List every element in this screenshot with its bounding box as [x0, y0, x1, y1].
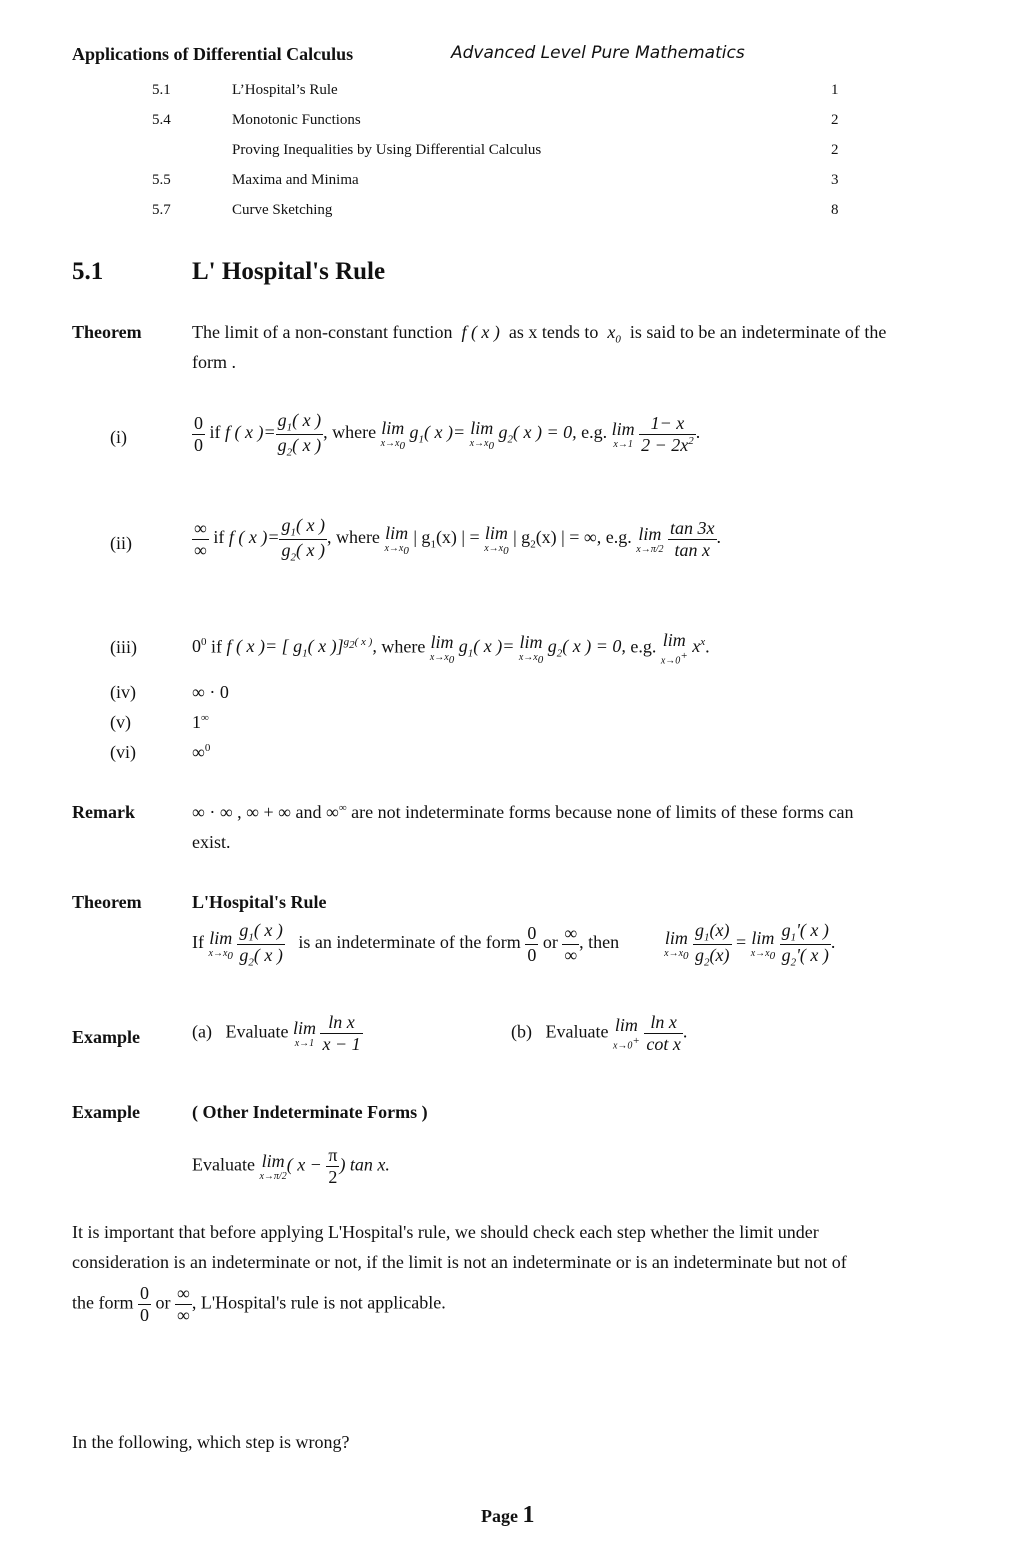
form-i-expression: $\frac{0}{0}$ if f ( x )= $\frac{g_1( x )}{g_2( x )}$ , where lim $x\to x_0$ $g_1$( x )= lim $x\to x_0$ $g_2$( x ) = 0, e.g. lim x→1 $\frac{1- x}{2 - 2x^2}$ . — [194, 410, 701, 459]
lhospital-statement: If lim $x\to x_0$ $\frac{g_1( x )}{g_2( x )}$ is an indeterminate of the form $\frac{0}{0}$ or $\frac{\infty}{\infty}$ , then lim $x\to x_0$ $\frac{g_1(x)}{g_2(x)}$ = lim $x\to x_0$ $\frac{g_1'( x )}{g_2'( x )}$ . — [192, 920, 836, 969]
fraction-zero-over-zero: $\frac{0}{0}$ — [139, 1283, 149, 1325]
toc-title[interactable]: Monotonic Functions — [232, 112, 361, 128]
toc-page: 3 — [831, 172, 839, 188]
limit-x0: lim $x\to x_0$ — [484, 522, 509, 557]
section-title: L' Hospital's Rule — [192, 258, 386, 285]
example-part-a — [192, 1012, 363, 1055]
toc-title[interactable]: Curve Sketching — [232, 202, 333, 218]
toc-num: 5.7 — [152, 202, 171, 218]
limit-x-to-1: lim x→1 — [611, 418, 635, 450]
theorem-text-a: The limit of a non-constant function — [192, 322, 453, 342]
word-where: where — [332, 422, 377, 443]
fraction-zero-over-zero: $\frac{0}{0}$ — [194, 412, 203, 455]
limit-x-to-1: lim x→1 — [292, 1018, 316, 1049]
remark-label: Remark — [72, 802, 135, 822]
theorem-label: Theorem — [72, 892, 142, 912]
evaluate-word: Evaluate — [545, 1021, 609, 1042]
math-inf-inf: ∞∞ — [325, 802, 347, 822]
evaluate-word: Evaluate — [225, 1021, 289, 1042]
fraction-example-i: $\frac{1- x}{2 - 2x^2}$ — [641, 412, 694, 455]
fraction-lnx-over-x-minus-1: $\frac{\text{ln x}}{x - 1}$ — [322, 1012, 361, 1054]
form-v-expression: 1∞ — [192, 712, 209, 732]
word-or: or — [542, 932, 558, 953]
toc-page: 8 — [831, 202, 839, 218]
math-forms: ∞ · ∞ , ∞ + ∞ — [192, 802, 291, 822]
question-text: In the following, which step is wrong? — [72, 1432, 350, 1452]
form-label-vi: (vi) — [110, 742, 136, 762]
fraction-inf-over-inf: $\frac{\infty}{\infty}$ — [176, 1283, 190, 1325]
word-if: if — [209, 422, 221, 443]
toc-title[interactable]: L’Hospital’s Rule — [232, 82, 338, 98]
form-label-i: (i) — [110, 427, 127, 447]
theorem-text-d: form . — [192, 352, 236, 372]
toc-num: 5.1 — [152, 82, 171, 98]
part-b-label: (b) — [511, 1021, 532, 1042]
toc-page: 1 — [831, 82, 839, 98]
remark-text-b: exist. — [192, 832, 231, 852]
toc-page: 2 — [831, 112, 839, 128]
example-title: ( Other Indeterminate Forms ) — [192, 1102, 428, 1122]
fraction-inf-over-inf: $\frac{\infty}{\infty}$ — [564, 922, 578, 965]
fraction-g1-over-g2: $\frac{g_1(x)}{g_2(x)}$ — [695, 920, 730, 969]
theorem-text-c: is said to be an indeterminate of the — [629, 322, 887, 342]
theorem-label: Theorem — [72, 322, 142, 342]
paragraph-line-1: It is important that before applying L'Hospital's rule, we should check each step whether the limit under — [72, 1222, 819, 1242]
fraction-g1-over-g2: $\frac{g_1( x )}{g_2( x )}$ — [239, 920, 283, 969]
fraction-g1-over-g2: $\frac{g_1( x )}{g_2( x )}$ — [281, 515, 325, 564]
page-word: Page — [481, 1506, 518, 1526]
form-label-ii: (ii) — [110, 533, 132, 553]
fraction-zero-over-zero: $\frac{0}{0}$ — [527, 922, 537, 965]
fraction-derivatives: $\frac{g_1'( x )}{g_2'( x )}$ — [781, 920, 829, 969]
remark-text — [192, 802, 854, 823]
word-eg: e.g. — [630, 636, 657, 657]
word-or: or — [155, 1292, 171, 1313]
paragraph-line-3b: , L'Hospital's rule is not applicable. — [191, 1292, 446, 1313]
fraction-pi-over-2: $\frac{\pi}{2}$ — [328, 1145, 338, 1187]
evaluate-word: Evaluate — [192, 1154, 255, 1175]
form-iii-expression: $0^0$ if f ( x )= [ $g_1$( x )]$^{g_2( x )}$, where lim $x\to x_0$ $g_1$( x )= lim $x\to x_0$ $g_2$( x ) = 0, e.g. lim x→0+ $x^x$. — [192, 630, 710, 667]
header-book-title: Advanced Level Pure Mathematics — [451, 43, 745, 63]
word-eg: e.g. — [605, 527, 632, 548]
example-label: Example — [72, 1027, 141, 1047]
example-2-expression: Evaluate lim x→π/2 ( x − $\frac{\pi}{2}$ ) tan x. — [192, 1145, 390, 1187]
part-a-label: (a) — [192, 1021, 212, 1042]
limit-x0: lim $x\to x_0$ — [429, 631, 455, 666]
form-label-iii: (iii) — [110, 637, 137, 657]
indeterminate-phrase: is an indeterminate of the form — [298, 932, 521, 953]
limit-x-to-0-plus: lim x→0+ — [612, 1015, 640, 1052]
limit-x-to-pi-over-2: lim x→π/2 — [636, 523, 664, 555]
form-ii-expression: $\frac{\infty}{\infty}$ if f ( x )= $\frac{g_1( x )}{g_2( x )}$ , where lim $x\to x_0$ | $g_1(x)$ | = lim $x\to x_0$ | $g_2(x)$ | = ∞, e.g. lim x→π/2 $\frac{\tan 3x}{\text{tan x}}$ . — [194, 515, 721, 564]
math-fx: f ( x ) — [456, 322, 505, 342]
word-where: where — [381, 636, 426, 657]
word-eg: e.g. — [581, 422, 608, 443]
paragraph-line-3 — [72, 1283, 446, 1326]
fraction-inf-over-inf: $\frac{\infty}{\infty}$ — [194, 517, 207, 560]
word-where: where — [335, 527, 380, 548]
form-label-iv: (iv) — [110, 682, 136, 702]
paragraph-line-3a: the form — [72, 1292, 134, 1313]
form-label-v: (v) — [110, 712, 131, 732]
limit-x0: lim $x\to x_0$ — [750, 927, 776, 962]
page-footer — [481, 1502, 534, 1529]
example-part-b: (b) Evaluate lim x→0+ $\frac{\text{ln x}}{\text{cot x}}$ . — [511, 1012, 688, 1054]
remark-text-a: are not indeterminate forms because none of limits of these forms can — [351, 802, 854, 822]
paragraph-line-2: consideration is an indeterminate or not, if the limit is not an indeterminate or is an indeterminate but not of — [72, 1252, 847, 1272]
toc-title[interactable]: Proving Inequalities by Using Differential Calculus — [232, 142, 542, 158]
theorem-text-b: as x tends to — [508, 322, 599, 342]
limit-x0: lim $x\to x_0$ — [469, 417, 494, 452]
form-vi-expression: ∞$^0$ — [192, 742, 211, 762]
limit-x-to-0-plus: lim x→0+ — [660, 630, 688, 667]
page-number: 1 — [522, 1502, 535, 1528]
toc-num: 5.5 — [152, 172, 171, 188]
word-if: if — [211, 636, 222, 657]
theorem-text — [192, 322, 886, 346]
example-label: Example — [72, 1102, 141, 1122]
limit-x-to-pi-over-2: lim x→π/2 — [259, 1151, 287, 1182]
word-if-capital: If — [192, 932, 204, 953]
header-chapter-title: Applications of Differential Calculus — [72, 44, 354, 64]
limit-x0: lim $x\to x_0$ — [664, 927, 689, 962]
limit-x0: lim $x\to x_0$ — [384, 522, 409, 557]
fraction-example-ii: $\frac{\tan 3x}{\text{tan x}}$ — [670, 517, 715, 560]
word-then: , then — [579, 932, 620, 953]
limit-x0: lim $x\to x_0$ — [518, 631, 544, 666]
limit-x0: lim $x\to x_0$ — [208, 927, 233, 962]
theorem-title: L'Hospital's Rule — [192, 892, 327, 912]
zero-to-zero: $0^0$ — [192, 636, 207, 657]
word-and: and — [295, 802, 322, 822]
word-if: if — [213, 527, 225, 548]
fraction-g1-over-g2: $\frac{g_1( x )}{g_2( x )}$ — [277, 410, 322, 459]
toc-num: 5.4 — [152, 112, 171, 128]
limit-x0: lim $x\to x_0$ — [380, 417, 405, 452]
form-iv-expression: ∞ · 0 — [192, 682, 229, 702]
section-number: 5.1 — [72, 258, 104, 285]
toc-title[interactable]: Maxima and Minima — [232, 172, 359, 188]
toc-page: 2 — [831, 142, 839, 158]
math-x0: $x_0$ — [602, 322, 621, 346]
fraction-lnx-over-cotx: $\frac{\text{ln x}}{\text{cot x}}$ — [646, 1012, 681, 1054]
